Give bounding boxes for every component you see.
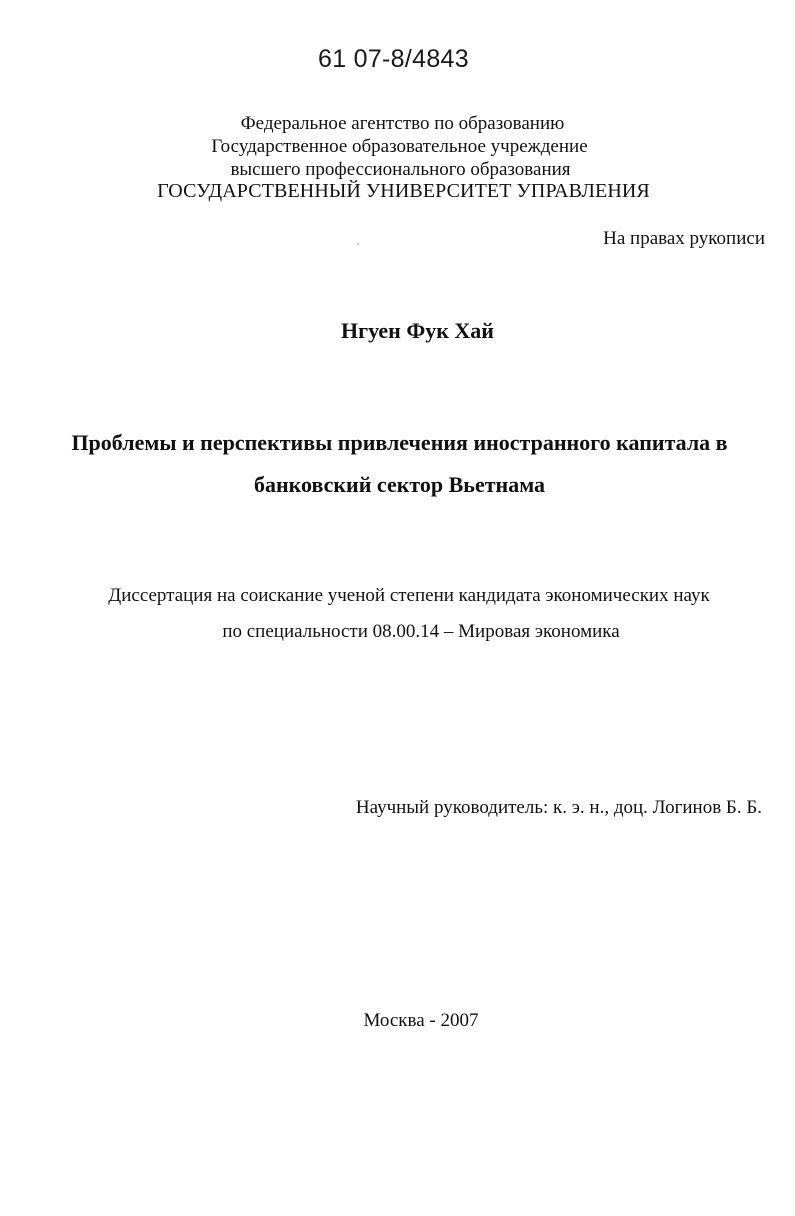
scan-artifact	[357, 243, 359, 245]
author-name: Нгуен Фук Хай	[340, 318, 494, 343]
dissertation-degree-line: Диссертация на соискание ученой степени кандидата экономических наук	[108, 585, 710, 606]
place-and-year: Москва - 2007	[363, 1010, 479, 1031]
dissertation-title-line-1: Проблемы и перспективы привлечения иностранного капитала в	[71, 430, 728, 455]
header-education-level: высшего профессионального образования	[230, 159, 571, 180]
scientific-supervisor: Научный руководитель: к. э. н., доц. Логинов Б. Б.	[355, 797, 762, 818]
dissertation-specialty-line: по специальности 08.00.14 – Мировая экономика	[222, 621, 620, 642]
header-institution-type: Государственное образовательное учреждение	[211, 136, 588, 157]
dissertation-title-line-2: банковский сектор Вьетнама	[253, 472, 546, 497]
manuscript-rights: На правах рукописи	[603, 228, 765, 249]
header-university: ГОСУДАРСТВЕННЫЙ УНИВЕРСИТЕТ УПРАВЛЕНИЯ	[157, 180, 650, 202]
archive-number: 61 07-8/4843	[318, 45, 469, 73]
header-agency: Федеральное агентство по образованию	[240, 113, 565, 134]
